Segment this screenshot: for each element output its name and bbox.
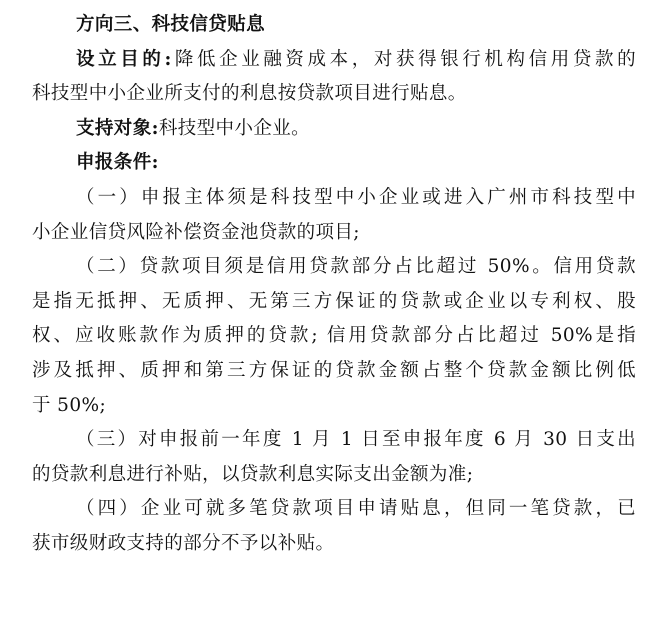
section-title: 方向三、科技信贷贴息: [76, 14, 266, 35]
target-line: [32, 112, 636, 147]
conditions-label: 申报条件:: [76, 152, 159, 174]
condition-1-line-2: 小企业信贷风险补偿资金池贷款的项目;: [32, 221, 360, 243]
condition-2-line-3: 权、应收账款作为质押的贷款; 信用贷款部分占比超过 50%是指: [32, 325, 636, 347]
condition-2-line-5: 于 50%;: [32, 394, 107, 416]
target-text: 科技型中小企业。: [158, 117, 311, 139]
condition-2-line-2: 是指无抵押、无质押、无第三方保证的贷款或企业以专利权、股: [32, 290, 636, 312]
condition-2-line-4: 涉及抵押、质押和第三方保证的贷款金额占整个贷款金额比例低: [32, 359, 636, 381]
purpose-text-1: 降低企业融资成本，对获得银行机构信用贷款的: [171, 48, 636, 70]
purpose-label: 设立目的:: [76, 48, 172, 70]
condition-4-line-2: 获市级财政支持的部分不予以补贴。: [32, 532, 335, 554]
condition-2-line-1: （二）贷款项目须是信用贷款部分占比超过 50%。信用贷款: [76, 256, 636, 278]
purpose-line-2: 科技型中小企业所支付的利息按贷款项目进行贴息。: [32, 83, 467, 105]
condition-4-line-1: （四）企业可就多笔贷款项目申请贴息，但同一笔贷款，已: [76, 498, 636, 520]
condition-1-line-1: （一）申报主体须是科技型中小企业或进入广州市科技型中: [76, 186, 636, 208]
condition-3-line-2: 的贷款利息进行补贴，以贷款利息实际支出金额为准;: [32, 463, 474, 485]
condition-3-line-1: （三）对申报前一年度 1 月 1 日至申报年度 6 月 30 日支出: [76, 429, 636, 451]
target-label: 支持对象:: [76, 117, 159, 139]
purpose-line-1: [32, 43, 636, 78]
